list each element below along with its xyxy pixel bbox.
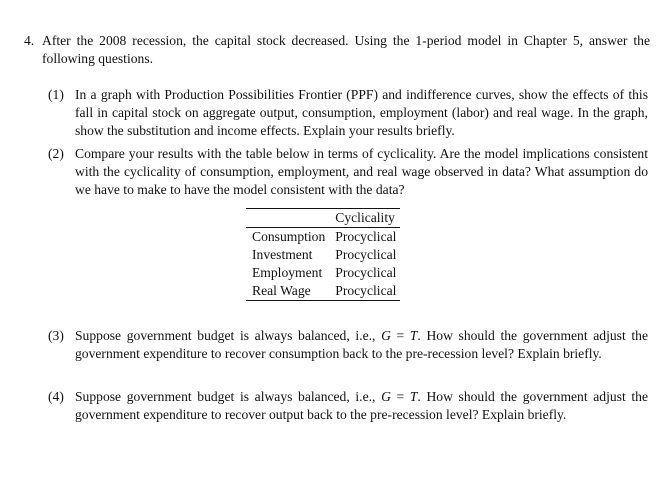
question-prompt: After the 2008 recession, the capital stock decreased. Using the 1-period model in Chapter 5, answer the following questions. — [42, 33, 650, 66]
table-row — [246, 228, 400, 247]
sub-question-number: (1) — [48, 87, 64, 102]
sub-question-1 — [48, 86, 648, 140]
sub-question-text — [75, 388, 648, 424]
table-cell-cyclicality: Procyclical — [335, 229, 397, 244]
sub-question-3 — [48, 327, 648, 363]
sub-question-number: (2) — [48, 146, 64, 161]
text-segment: . How should the government adjust the government expenditure to recover consumption back to the pre-recession level? Explain briefly. — [75, 328, 649, 361]
table-header-row — [246, 209, 400, 228]
math-equals: = — [390, 389, 410, 404]
math-variable-t: T — [409, 389, 418, 404]
table-cell-variable: Investment — [252, 247, 313, 262]
table-cell-variable: Employment — [252, 265, 323, 280]
table-cell-variable: Real Wage — [246, 282, 329, 301]
table-cell-cyclicality: Procyclical — [329, 282, 400, 301]
sub-question-2 — [48, 145, 648, 199]
table-row — [246, 264, 400, 282]
table-header-cell — [246, 209, 329, 228]
sub-question-number: (4) — [48, 389, 64, 404]
table-cell-cyclicality: Procyclical — [335, 247, 397, 262]
sub-question-text: Compare your results with the table below in terms of cyclicality. Are the model implications consistent with the cyclicality of consumption, employment, and real wage observed in data? What assumption do we have to make to have the model consistent with the data? — [75, 146, 648, 197]
sub-question-text: In a graph with Production Possibilities Frontier (PPF) and indifference curves, show the effects of this fall in capital stock on aggregate output, consumption, employment (labor) and real wage. In the graph, show the substitution and income effects. Explain your results briefly. — [75, 87, 648, 138]
math-variable-g: G — [381, 389, 391, 404]
sub-question-text — [75, 327, 648, 363]
table-header-cell: Cyclicality — [329, 209, 400, 228]
table-cell-variable: Consumption — [252, 229, 326, 244]
math-variable-g: G — [381, 328, 391, 343]
question-number: 4. — [24, 33, 35, 48]
cyclicality-table — [246, 208, 400, 301]
text-segment: Suppose government budget is always balanced, i.e., — [75, 389, 382, 404]
math-equals: = — [390, 328, 410, 343]
text-segment: Suppose government budget is always balanced, i.e., — [75, 328, 382, 343]
sub-question-4 — [48, 388, 648, 424]
sub-question-number: (3) — [48, 328, 64, 343]
math-variable-t: T — [409, 328, 418, 343]
table-row — [246, 246, 400, 264]
table-row — [246, 282, 400, 301]
text-segment: . How should the government adjust the government expenditure to recover output back to the pre-recession level? Explain briefly. — [75, 389, 649, 422]
question-4 — [24, 32, 650, 68]
table-cell-cyclicality: Procyclical — [335, 265, 397, 280]
